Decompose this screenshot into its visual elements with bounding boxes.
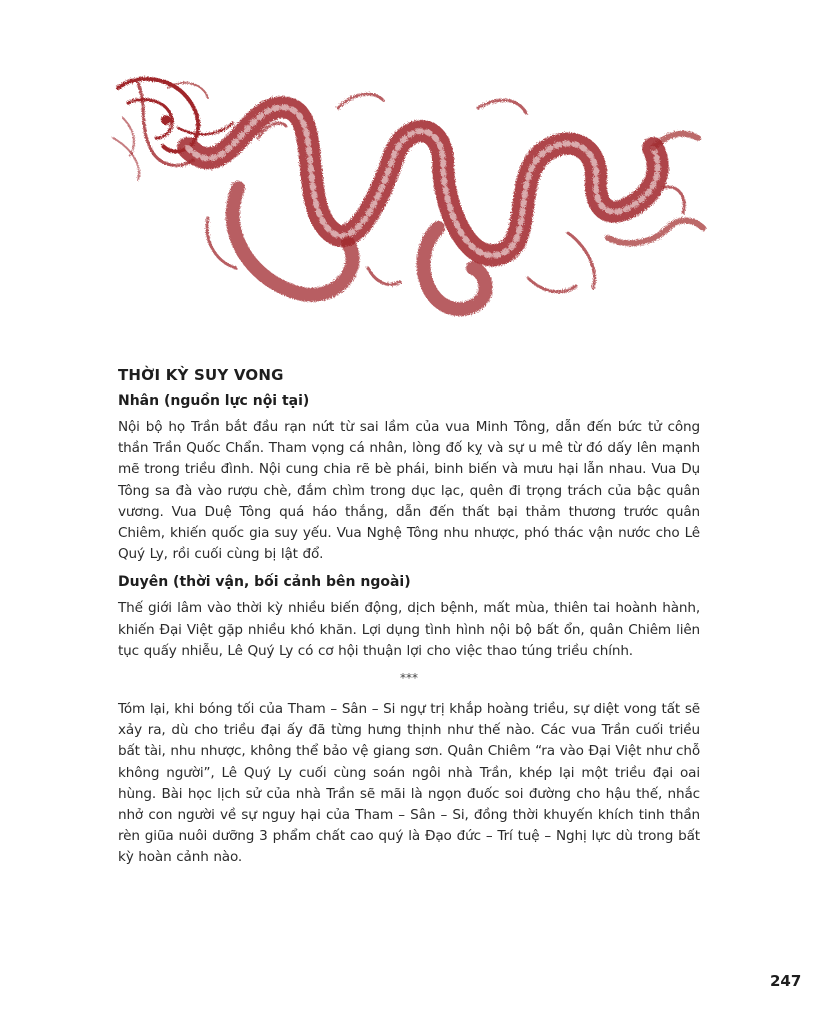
separator: *** [400, 671, 418, 686]
section-title: THỜI KỲ SUY VONG [118, 366, 284, 384]
main-content [118, 366, 700, 878]
nhan-heading: Nhân (nguồn lực nội tại) [118, 393, 310, 409]
duyen-paragraph: Thế giới lâm vào thời kỳ nhiều biến động, dịch bệnh, mất mùa, thiên tai hoành hành, khiến Đại Việt gặp nhiều khó khăn. Lợi dụng tình hình nội bộ bất ổn, quân Chiêm liên tục quấy nhiễu, Lê Quý Ly có cơ hội thuận lợi cho việc thao túng triều chính. [118, 600, 700, 659]
page-number: 247 [770, 972, 802, 990]
conclusion-paragraph: Tóm lại, khi bóng tối của Tham – Sân – Si ngự trị khắp hoàng triều, sự diệt vong tất sẽ xảy ra, dù cho triều đại ấy đã từng hưng thịnh như thế nào. Các vua Trần cuối triều bất tài, nhu nhược, không thể bảo vệ giang sơn. Quân Chiêm “ra vào Đại Việt như chỗ không người”, Lê Quý Ly cuối cùng soán ngôi nhà Trần, khép lại một triều đại oai hùng. Bài học lịch sử của nhà Trần sẽ mãi là ngọn đuốc soi đường cho hậu thế, nhắc nhở con người về sự nguy hại của Tham – Sân – Si, đồng thời khuyến khích tinh thần rèn giũa nuôi dưỡng 3 phẩm chất cao quý là Đạo đức – Trí tuệ – Nghị lực dù trong bất kỳ hoàn cảnh nào. [118, 701, 700, 866]
nhan-paragraph: Nội bộ họ Trần bắt đầu rạn nứt từ sai lầm của vua Minh Tông, dẫn đến bức tử công thần Trần Quốc Chẩn. Tham vọng cá nhân, lòng đố kỵ và sự u mê từ đó dấy lên mạnh mẽ trong triều đình. Nội cung chia rẽ bè phái, binh biến và mưu hại lẫn nhau. Vua Dụ Tông sa đà vào rượu chè, đắm chìm trong dục lạc, quên đi trọng trách của bậc quân vương. Vua Duệ Tông quá háo thắng, dẫn đến thất bại thảm thương trước quân Chiêm, khiến quốc gia suy yếu. Vua Nghệ Tông nhu nhược, phó thác vận nước cho Lê Quý Ly, rồi cuối cùng bị lật đổ. [118, 419, 700, 563]
dragon-illustration [108, 68, 708, 340]
duyen-heading: Duyên (thời vận, bối cảnh bên ngoài) [118, 574, 411, 591]
